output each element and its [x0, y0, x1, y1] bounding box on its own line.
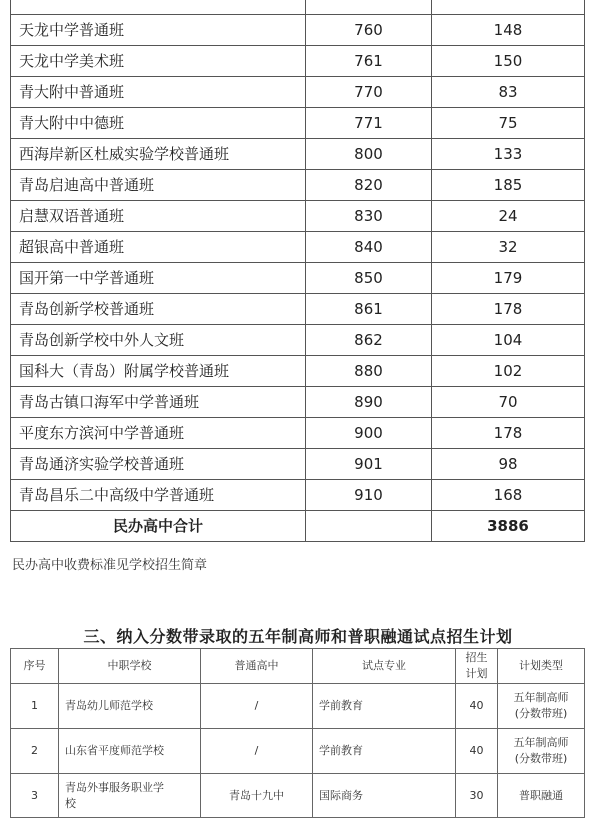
section-title: 三、纳入分数带录取的五年制高师和普职融通试点招生计划: [83, 627, 513, 646]
school-count: 102: [432, 355, 585, 386]
table-row: [11, 355, 585, 386]
school-code: 900: [306, 417, 432, 448]
school-name: 启慧双语普通班: [11, 200, 306, 231]
table-row: [11, 14, 585, 45]
table-row: [11, 231, 585, 262]
table-row: [11, 138, 585, 169]
school-code: 901: [306, 448, 432, 479]
school-count: 179: [432, 262, 585, 293]
school-count: 150: [432, 45, 585, 76]
table-row: [11, 684, 585, 729]
table-row: [11, 262, 585, 293]
school-count: 70: [432, 386, 585, 417]
table-row: [11, 45, 585, 76]
school-name: 天龙中学普通班: [11, 14, 306, 45]
total-row: [11, 510, 585, 541]
cell-quota: 30: [456, 774, 498, 818]
school-count: 178: [432, 417, 585, 448]
table-row: [11, 169, 585, 200]
cell-type: 五年制高师 (分数带班): [498, 684, 585, 729]
cell-quota: 40: [456, 729, 498, 774]
school-code: 890: [306, 386, 432, 417]
school-name: 青岛古镇口海军中学普通班: [11, 386, 306, 417]
table-row: [11, 448, 585, 479]
school-name: 平度东方滨河中学普通班: [11, 417, 306, 448]
school-name: 天龙中学美术班: [11, 45, 306, 76]
school-code: 770: [306, 76, 432, 107]
school-name: 青大附中中德班: [11, 107, 306, 138]
table-row: [11, 324, 585, 355]
table-header-row: [11, 649, 585, 684]
school-name: 青岛昌乐二中高级中学普通班: [11, 479, 306, 510]
total-value: 3886: [432, 510, 585, 541]
cell-type: 普职融通: [498, 774, 585, 818]
table-row: [11, 729, 585, 774]
school-count: 32: [432, 231, 585, 262]
school-name: 西海岸新区杜威实验学校普通班: [11, 138, 306, 169]
header-seq: 序号: [11, 649, 59, 684]
cell-major: 学前教育: [313, 684, 456, 729]
school-name: 超银高中普通班: [11, 231, 306, 262]
school-code: 760: [306, 14, 432, 45]
school-name: 青岛通济实验学校普通班: [11, 448, 306, 479]
table-row: [11, 386, 585, 417]
school-code: 910: [306, 479, 432, 510]
table-row: [11, 200, 585, 231]
header-high-school: 普通高中: [201, 649, 313, 684]
school-code: 771: [306, 107, 432, 138]
school-count: 168: [432, 479, 585, 510]
total-code-cell: [306, 510, 432, 541]
school-code: 840: [306, 231, 432, 262]
school-name: 青大附中普通班: [11, 76, 306, 107]
school-code: 820: [306, 169, 432, 200]
cell-type: 五年制高师 (分数带班): [498, 729, 585, 774]
table-row: [11, 76, 585, 107]
school-count: 178: [432, 293, 585, 324]
school-name: 青岛创新学校普通班: [11, 293, 306, 324]
school-code: 862: [306, 324, 432, 355]
school-code: 850: [306, 262, 432, 293]
table-row: [11, 107, 585, 138]
header-type: 计划类型: [498, 649, 585, 684]
school-code: 880: [306, 355, 432, 386]
table-row: [11, 774, 585, 818]
school-name: 青岛启迪高中普通班: [11, 169, 306, 200]
pilot-plan-table: [10, 648, 585, 818]
school-count: 185: [432, 169, 585, 200]
school-count: 104: [432, 324, 585, 355]
cell-high-school: 青岛十九中: [201, 774, 313, 818]
cell-quota: 40: [456, 684, 498, 729]
cell-high-school: /: [201, 684, 313, 729]
school-count: 83: [432, 76, 585, 107]
cell-vocational: 山东省平度师范学校: [59, 729, 201, 774]
table-row: [11, 293, 585, 324]
cell-major: 学前教育: [313, 729, 456, 774]
school-count: 24: [432, 200, 585, 231]
table-row: [11, 479, 585, 510]
cell-vocational: 青岛幼儿师范学校: [59, 684, 201, 729]
school-name: 青岛创新学校中外人文班: [11, 324, 306, 355]
private-high-school-table: [10, 0, 585, 542]
total-label: 民办高中合计: [11, 510, 306, 541]
school-name: 国科大（青岛）附属学校普通班: [11, 355, 306, 386]
school-count: 98: [432, 448, 585, 479]
cell-major: 国际商务: [313, 774, 456, 818]
cell-vocational: 青岛外事服务职业学 校: [59, 774, 201, 818]
header-vocational: 中职学校: [59, 649, 201, 684]
table-row: [11, 0, 585, 14]
fee-note: 民办高中收费标准见学校招生简章: [12, 558, 208, 573]
header-major: 试点专业: [313, 649, 456, 684]
school-code: 761: [306, 45, 432, 76]
school-count: 133: [432, 138, 585, 169]
school-code: 861: [306, 293, 432, 324]
cell-high-school: /: [201, 729, 313, 774]
cell-seq: 1: [11, 684, 59, 729]
cell-seq: 3: [11, 774, 59, 818]
school-count: 148: [432, 14, 585, 45]
school-code: 800: [306, 138, 432, 169]
header-quota: 招生 计划: [456, 649, 498, 684]
school-code: 830: [306, 200, 432, 231]
cell-seq: 2: [11, 729, 59, 774]
school-count: 75: [432, 107, 585, 138]
school-name: 国开第一中学普通班: [11, 262, 306, 293]
table-row: [11, 417, 585, 448]
